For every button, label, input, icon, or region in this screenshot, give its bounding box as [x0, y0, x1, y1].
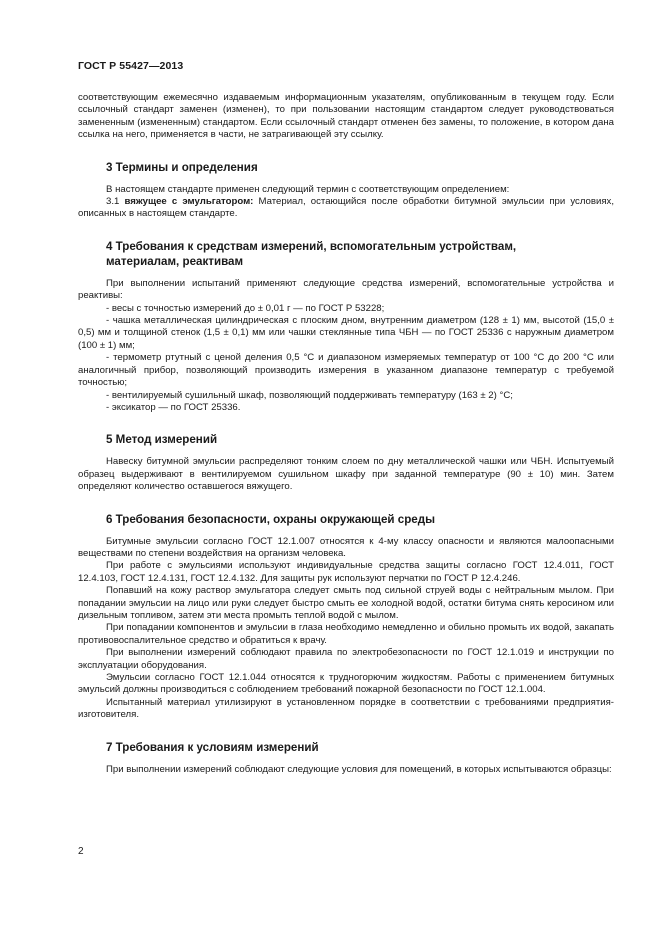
- section-7-paragraph: При выполнении измерений соблюдают следующие условия для помещений, в которых испытываются образцы:: [106, 763, 612, 775]
- term-definition: [78, 196, 614, 221]
- section-3-title: 3 Термины и определения: [106, 160, 258, 174]
- section-6-paragraph: При попадании компонентов и эмульсии в глаза необходимо немедленно и обильно промыть их водой, закапать противовоспалительное средство и обратиться к врачу.: [78, 622, 614, 646]
- term-number: 3.1: [106, 196, 125, 208]
- section-6-paragraph: Эмульсии согласно ГОСТ 12.1.044 относятся к трудногорючим жидкостям. Работы с применением битумных эмульсий должны производиться с соблюдением требований пожарной безопасности по ГОСТ 12.1.004.: [78, 672, 614, 696]
- section-6-paragraph: Испытанный материал утилизируют в установленном порядке в соответствии с требованиями предприятия-изготовителя.: [78, 696, 614, 721]
- intro-paragraph: соответствующим ежемесячно издаваемым информационным указателям, опубликованным в текущем году. Если ссылочный стандарт заменен (изменен), то при пользовании настоящим стандартом следует руководствоваться замененным (измененным) стандартом. Если ссылочный стандарт отменен без замены, то положение, в котором дана ссылка на него, применяется в части, не затрагивающей эту ссылку.: [78, 92, 614, 141]
- section-5-title: 5 Метод измерений: [106, 433, 218, 447]
- section-6-paragraph: При выполнении измерений соблюдают правила по электробезопасности по ГОСТ 12.1.019 и инструкции по эксплуатации оборудования.: [78, 647, 614, 671]
- section-6-paragraph: Битумные эмульсии согласно ГОСТ 12.1.007 относятся к 4-му классу опасности и являются малоопасными веществами по степени воздействия на организм человека.: [78, 535, 614, 559]
- section-6-paragraph: Попавший на кожу раствор эмульгатора следует смыть под сильной струей воды с нейтральным мылом. При попадании эмульсии на лицо или руки следует быстро смыть ее холодной водой, остатки битума снять керосином или дизельным топливом, затем эти места промыть теплой водой с мылом.: [78, 585, 614, 621]
- section-7-title: 7 Требования к условиям измерений: [106, 740, 319, 754]
- section-5-paragraph: Навеску битумной эмульсии распределяют тонким слоем по дну металлической чашки или ЧБН. Испытуемый образец выдерживают в вентилируемом сушильном шкафу при заданной температуре (90 ± 10) мин. Затем определяют количество оставшегося вяжущего.: [78, 456, 614, 493]
- section-6-paragraph: При работе с эмульсиями используют индивидуальные средства защиты согласно ГОСТ 12.4.011, ГОСТ 12.4.103, ГОСТ 12.4.131, ГОСТ 12.4.132. Для защиты рук используют перчатки по ГОСТ Р 12.4.246.: [78, 560, 614, 584]
- section-4-title: [78, 239, 614, 269]
- list-item: - вентилируемый сушильный шкаф, позволяющий поддерживать температуру (163 ± 2) °С;: [106, 389, 513, 401]
- term-text: Материал, остающийся после обработки битумной эмульсии при условиях, описанных в настоящем стандарте.: [78, 196, 614, 220]
- list-item: - термометр ртутный с ценой деления 0,5 °С и диапазоном измеряемых температур от 100 °С до 200 °С или аналогичный прибор, позволяющий производить измерения в указанном диапазоне температур с требуемой точностью;: [78, 352, 614, 389]
- section-3-paragraph: В настоящем стандарте применен следующий термин с соответствующим определением:: [106, 183, 510, 195]
- list-item: - чашка металлическая цилиндрическая с плоским дном, внутренним диаметром (128 ± 1) мм, высотой (15,0 ± 0,5) мм и толщиной стенок (1,5 ± 0,1) мм или чашки стеклянные типа ЧБН — по ГОСТ 25336 с наружным диаметром (100 ± 1) мм;: [78, 315, 614, 351]
- section-4-paragraph: При выполнении испытаний применяют следующие средства измерений, вспомогательные устройства и реактивы:: [78, 277, 614, 302]
- section-6-title: 6 Требования безопасности, охраны окружающей среды: [106, 512, 435, 526]
- document-body: [78, 92, 614, 776]
- section-4-title-line1: 4 Требования к средствам измерений, вспомогательным устройствам,: [106, 239, 517, 253]
- document-code: ГОСТ Р 55427—2013: [78, 60, 184, 72]
- list-item: - эксикатор — по ГОСТ 25336.: [106, 401, 241, 413]
- section-4-title-line2: материалам, реактивам: [106, 254, 244, 268]
- page-number: 2: [78, 846, 84, 857]
- term-name: вяжущее с эмульгатором:: [124, 196, 254, 208]
- list-item: - весы с точностью измерений до ± 0,01 г — по ГОСТ Р 53228;: [106, 302, 385, 314]
